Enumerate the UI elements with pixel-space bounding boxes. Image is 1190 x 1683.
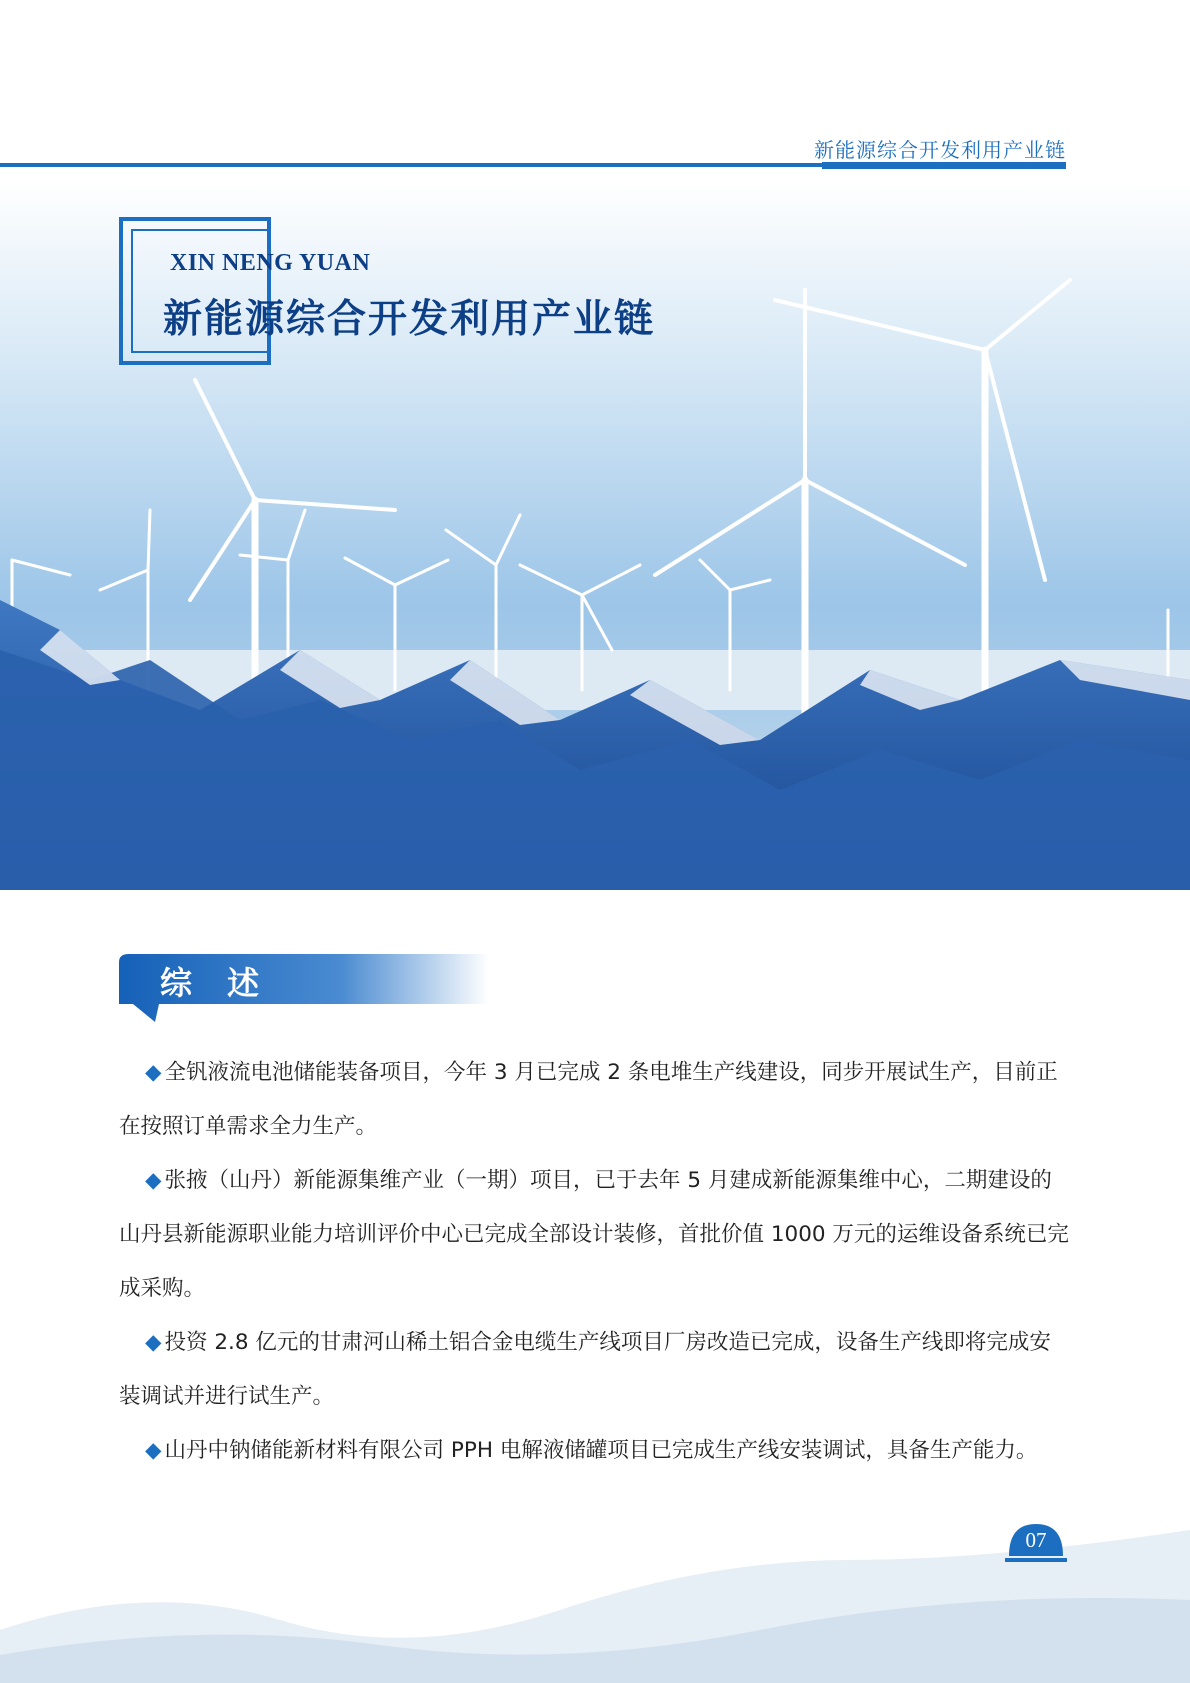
paragraph-1	[119, 1046, 1069, 1154]
bottom-mountain-decoration	[0, 1470, 1190, 1683]
section-heading: 综 述	[160, 964, 272, 1002]
paragraph-2	[119, 1154, 1069, 1316]
header-rule-accent	[822, 162, 1066, 169]
diamond-bullet-icon: ◆	[145, 1438, 162, 1463]
page-number: 07	[1025, 1528, 1047, 1552]
diamond-bullet-icon: ◆	[145, 1168, 162, 1193]
paragraph-text: 山丹中钠储能新材料有限公司 PPH 电解液储罐项目已完成生产线安装调试，具备生产能力。	[164, 1438, 1038, 1463]
diamond-bullet-icon: ◆	[145, 1060, 162, 1085]
paragraph-text: 全钒液流电池储能装备项目，今年 3 月已完成 2 条电堆生产线建设，同步开展试生产，目前正在按照订单需求全力生产。	[119, 1060, 1058, 1139]
hero-title-english: XIN NENG YUAN	[170, 250, 371, 276]
paragraph-text: 投资 2.8 亿元的甘肃河山稀土铝合金电缆生产线项目厂房改造已完成，设备生产线即将完成安装调试并进行试生产。	[119, 1330, 1051, 1409]
paragraph-3	[119, 1316, 1069, 1424]
diamond-bullet-icon: ◆	[145, 1330, 162, 1355]
hero-title-chinese: 新能源综合开发利用产业链	[163, 297, 656, 342]
paragraph-text: 张掖（山丹）新能源集维产业（一期）项目，已于去年 5 月建成新能源集维中心，二期建设的山丹县新能源职业能力培训评价中心已完成全部设计装修，首批价值 1000 万元的运维设备系统已完成采购。	[119, 1168, 1069, 1301]
running-header-title: 新能源综合开发利用产业链	[814, 138, 1066, 162]
